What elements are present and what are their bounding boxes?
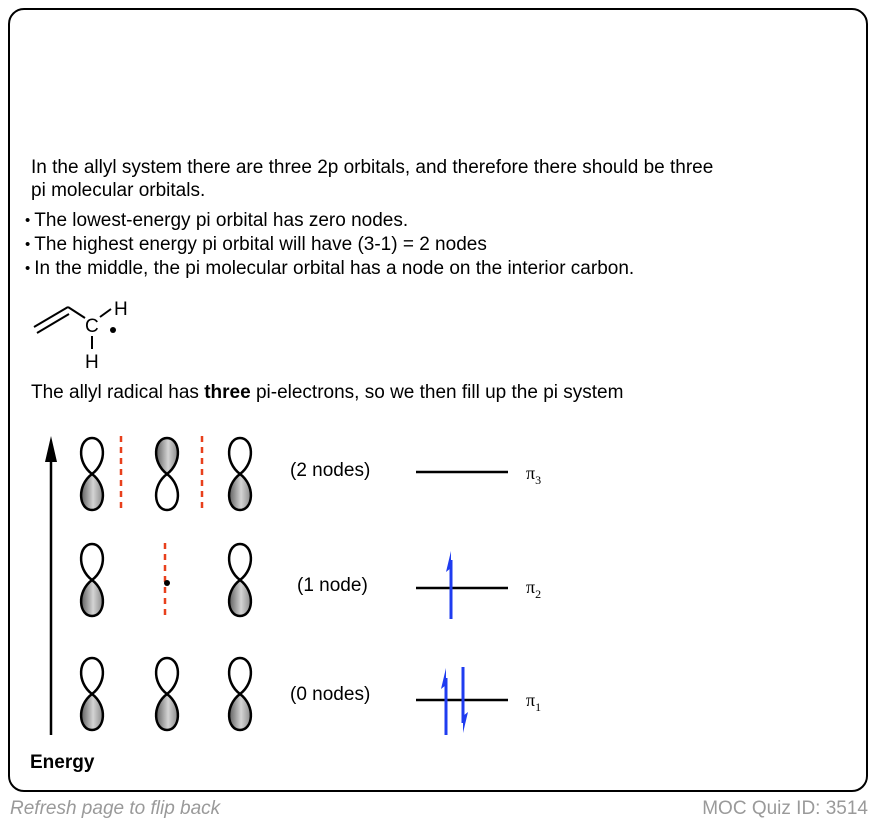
pi3-orbital-left bbox=[81, 438, 103, 510]
hydrogen-top: H bbox=[114, 299, 128, 320]
pi3-orbitals bbox=[81, 436, 251, 513]
pi2-center-carbon-dot bbox=[164, 580, 170, 586]
bullet-zero-nodes: • The lowest-energy pi orbital has zero nodes. bbox=[25, 209, 408, 233]
pi2-label: $\pi_2$ bbox=[526, 577, 542, 601]
pi1-orbitals bbox=[81, 658, 251, 730]
pi3-orbital-right bbox=[229, 438, 251, 510]
pi1-nodes-label: (0 nodes) bbox=[290, 684, 371, 705]
pi2-nodes-label: (1 node) bbox=[297, 575, 368, 596]
single-bond-line bbox=[68, 307, 85, 318]
refresh-hint[interactable]: Refresh page to flip back bbox=[10, 798, 221, 819]
pi1-orbital-center bbox=[156, 658, 178, 730]
energy-axis-arrowhead bbox=[45, 436, 57, 462]
allyl-radical-structure bbox=[34, 299, 128, 373]
pi3-nodes-label: (2 nodes) bbox=[290, 460, 371, 481]
pi1-electron-up bbox=[441, 668, 446, 735]
pi1-orbital-left bbox=[81, 658, 103, 730]
radical-text-before: The allyl radical has bbox=[31, 382, 205, 403]
pi2-electron-up bbox=[446, 551, 451, 619]
intro-text: In the allyl system there are three 2p orbitals, and therefore there should be three bbox=[31, 157, 714, 178]
radical-dot bbox=[110, 327, 116, 333]
carbon-atom: C bbox=[85, 316, 99, 337]
pi2-orbital-left bbox=[81, 544, 103, 616]
ch-bond-top bbox=[100, 309, 111, 317]
quiz-id-label: MOC Quiz ID: 3514 bbox=[702, 798, 868, 819]
radical-text-after: pi-electrons, so we then fill up the pi system bbox=[250, 382, 624, 403]
pi1-label: $\pi_1$ bbox=[526, 690, 542, 714]
bullet-two-nodes: • The highest energy pi orbital will have (3-1) = 2 nodes bbox=[25, 233, 487, 257]
intro-text-cont: pi molecular orbitals. bbox=[31, 180, 206, 201]
energy-axis bbox=[45, 436, 57, 735]
hydrogen-bottom: H bbox=[85, 352, 99, 373]
bullet-middle-node: • In the middle, the pi molecular orbital has a node on the interior carbon. bbox=[25, 257, 634, 281]
pi1-orbital-right bbox=[229, 658, 251, 730]
pi2-orbital-right bbox=[229, 544, 251, 616]
pi3-label: $\pi_3$ bbox=[526, 463, 542, 487]
pi3-orbital-center bbox=[156, 438, 178, 510]
pi2-orbitals bbox=[81, 543, 251, 618]
radical-text-bold: three bbox=[204, 382, 251, 403]
energy-axis-label: Energy bbox=[30, 752, 95, 773]
